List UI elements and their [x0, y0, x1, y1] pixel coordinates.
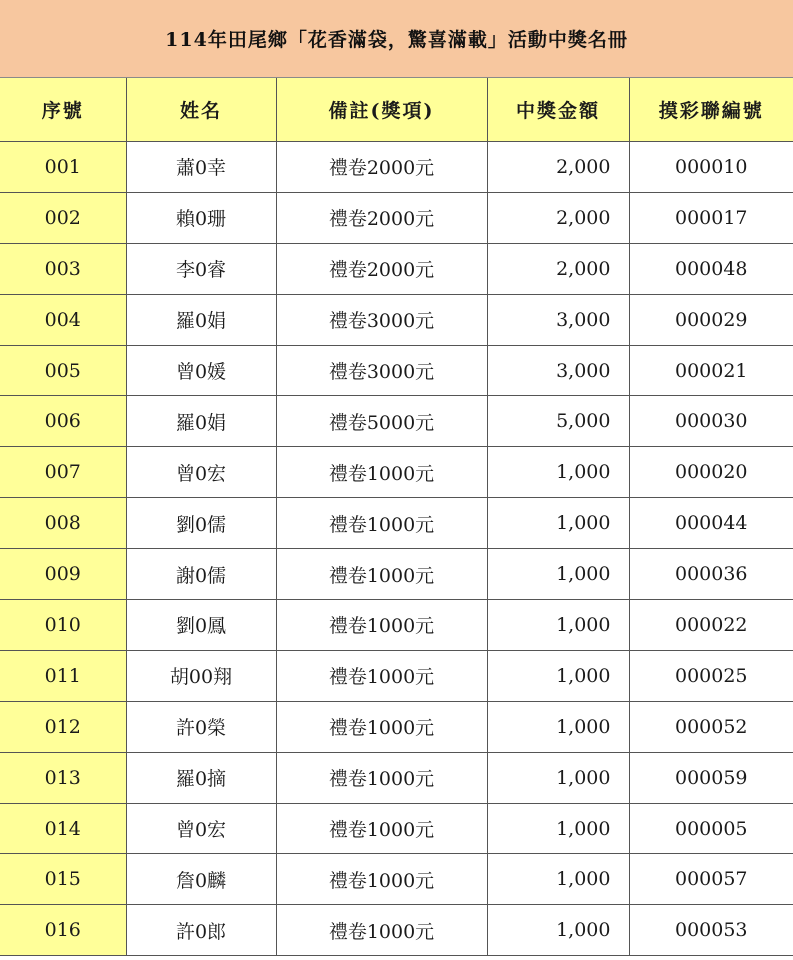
- cell-ticket: 000017: [629, 192, 793, 243]
- cell-seq: 009: [0, 549, 126, 600]
- cell-note: 禮卷5000元: [276, 396, 487, 447]
- cell-seq: 007: [0, 447, 126, 498]
- cell-note: 禮卷3000元: [276, 345, 487, 396]
- cell-seq: 015: [0, 854, 126, 905]
- cell-name: 羅0娟: [126, 396, 276, 447]
- column-header-amount: 中獎金額: [487, 78, 629, 142]
- cell-amount: 2,000: [487, 142, 629, 193]
- table-body: [0, 142, 793, 956]
- cell-amount: 2,000: [487, 192, 629, 243]
- cell-name: 謝0儒: [126, 549, 276, 600]
- cell-amount: 1,000: [487, 854, 629, 905]
- cell-note: 禮卷3000元: [276, 294, 487, 345]
- winners-table: [0, 78, 793, 956]
- cell-ticket: 000020: [629, 447, 793, 498]
- sheet-title: 114年田尾鄉「花香滿袋，驚喜滿載」活動中獎名冊: [0, 0, 793, 78]
- cell-seq: 016: [0, 905, 126, 956]
- table-row: [0, 854, 793, 905]
- cell-name: 曾0宏: [126, 447, 276, 498]
- cell-ticket: 000053: [629, 905, 793, 956]
- cell-name: 賴0珊: [126, 192, 276, 243]
- cell-ticket: 000036: [629, 549, 793, 600]
- cell-amount: 1,000: [487, 549, 629, 600]
- cell-name: 曾0宏: [126, 803, 276, 854]
- table-row: [0, 549, 793, 600]
- table-row: [0, 905, 793, 956]
- cell-amount: 1,000: [487, 803, 629, 854]
- table-row: [0, 142, 793, 193]
- table-row: [0, 243, 793, 294]
- cell-seq: 014: [0, 803, 126, 854]
- cell-name: 許0郎: [126, 905, 276, 956]
- cell-ticket: 000010: [629, 142, 793, 193]
- cell-note: 禮卷1000元: [276, 701, 487, 752]
- table-header-row: [0, 78, 793, 142]
- cell-name: 胡00翔: [126, 650, 276, 701]
- cell-ticket: 000057: [629, 854, 793, 905]
- cell-note: 禮卷2000元: [276, 243, 487, 294]
- table-row: [0, 803, 793, 854]
- cell-seq: 012: [0, 701, 126, 752]
- column-header-seq: 序號: [0, 78, 126, 142]
- cell-seq: 003: [0, 243, 126, 294]
- cell-name: 羅0娟: [126, 294, 276, 345]
- column-header-name: 姓名: [126, 78, 276, 142]
- column-header-note: 備註(獎項): [276, 78, 487, 142]
- cell-seq: 001: [0, 142, 126, 193]
- cell-ticket: 000021: [629, 345, 793, 396]
- cell-note: 禮卷2000元: [276, 142, 487, 193]
- cell-seq: 013: [0, 752, 126, 803]
- cell-ticket: 000029: [629, 294, 793, 345]
- cell-ticket: 000048: [629, 243, 793, 294]
- cell-amount: 2,000: [487, 243, 629, 294]
- cell-seq: 010: [0, 600, 126, 651]
- table-row: [0, 192, 793, 243]
- cell-amount: 1,000: [487, 905, 629, 956]
- cell-amount: 1,000: [487, 752, 629, 803]
- column-header-ticket: 摸彩聯編號: [629, 78, 793, 142]
- cell-name: 劉0儒: [126, 498, 276, 549]
- cell-amount: 1,000: [487, 600, 629, 651]
- cell-seq: 006: [0, 396, 126, 447]
- cell-ticket: 000022: [629, 600, 793, 651]
- cell-seq: 005: [0, 345, 126, 396]
- table-row: [0, 600, 793, 651]
- cell-name: 劉0鳳: [126, 600, 276, 651]
- table-row: [0, 752, 793, 803]
- cell-seq: 011: [0, 650, 126, 701]
- cell-amount: 3,000: [487, 294, 629, 345]
- table-row: [0, 447, 793, 498]
- cell-note: 禮卷1000元: [276, 905, 487, 956]
- table-row: [0, 650, 793, 701]
- cell-note: 禮卷1000元: [276, 752, 487, 803]
- table-row: [0, 701, 793, 752]
- table-row: [0, 294, 793, 345]
- cell-name: 羅0摘: [126, 752, 276, 803]
- table-row: [0, 498, 793, 549]
- cell-name: 李0睿: [126, 243, 276, 294]
- cell-seq: 002: [0, 192, 126, 243]
- cell-note: 禮卷1000元: [276, 498, 487, 549]
- cell-amount: 3,000: [487, 345, 629, 396]
- cell-note: 禮卷1000元: [276, 854, 487, 905]
- cell-note: 禮卷2000元: [276, 192, 487, 243]
- cell-note: 禮卷1000元: [276, 549, 487, 600]
- cell-note: 禮卷1000元: [276, 650, 487, 701]
- cell-note: 禮卷1000元: [276, 600, 487, 651]
- cell-name: 許0榮: [126, 701, 276, 752]
- cell-amount: 1,000: [487, 701, 629, 752]
- cell-note: 禮卷1000元: [276, 447, 487, 498]
- cell-amount: 1,000: [487, 447, 629, 498]
- cell-name: 蕭0幸: [126, 142, 276, 193]
- cell-ticket: 000044: [629, 498, 793, 549]
- table-row: [0, 396, 793, 447]
- cell-name: 詹0麟: [126, 854, 276, 905]
- cell-seq: 004: [0, 294, 126, 345]
- table-row: [0, 345, 793, 396]
- cell-seq: 008: [0, 498, 126, 549]
- cell-ticket: 000005: [629, 803, 793, 854]
- cell-note: 禮卷1000元: [276, 803, 487, 854]
- cell-ticket: 000052: [629, 701, 793, 752]
- cell-amount: 1,000: [487, 650, 629, 701]
- cell-ticket: 000030: [629, 396, 793, 447]
- cell-amount: 1,000: [487, 498, 629, 549]
- cell-amount: 5,000: [487, 396, 629, 447]
- cell-name: 曾0媛: [126, 345, 276, 396]
- cell-ticket: 000025: [629, 650, 793, 701]
- cell-ticket: 000059: [629, 752, 793, 803]
